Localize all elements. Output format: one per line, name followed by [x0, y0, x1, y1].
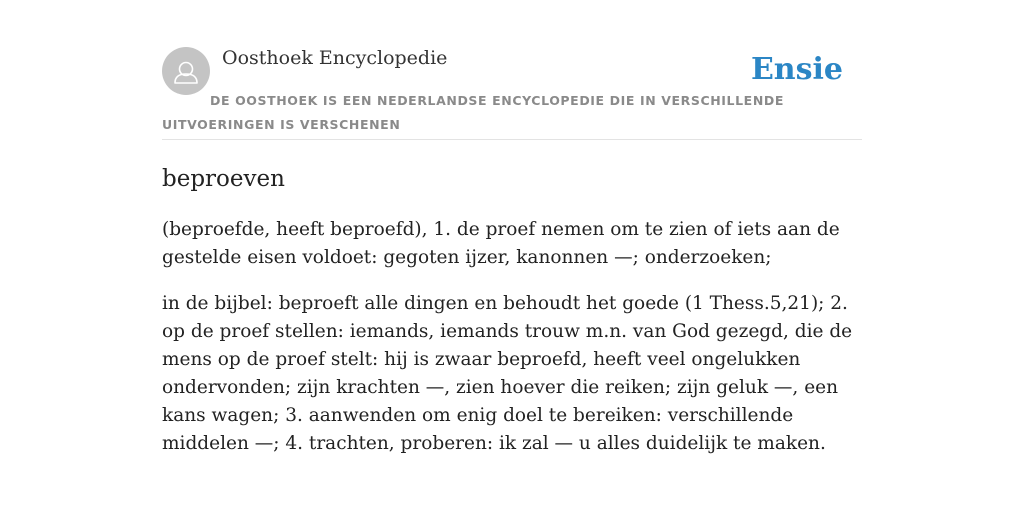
source-header — [162, 40, 862, 140]
entry-paragraph-2: in de bijbel: beproeft alle dingen en behoudt het goede (1 Thess.5,21); 2. op de proef stellen: iemands, iemands trouw m.n. van God gezegd, die de mens op de proef stelt: hij is zwaar beproefd, heeft veel ongelukken ondervonden; zijn krachten —, zien hoever die reiken; zijn geluk —, een kans wagen; 3. aanwenden om enig doel te bereiken: verschillende middelen —; 4. trachten, proberen: ik zal — u alles duidelijk te maken. — [162, 293, 853, 454]
source-title[interactable]: Oosthoek Encyclopedie — [222, 47, 448, 69]
content-container — [162, 40, 862, 458]
entry-headword: beproeven — [162, 166, 285, 192]
entry-paragraph-1: (beproefde, heeft beproefd), 1. de proef nemen om te zien of iets aan de gestelde eisen voldoet: gegoten ijzer, kanonnen —; onderzoeken; — [162, 219, 840, 268]
user-icon — [162, 47, 210, 95]
brand-logo[interactable]: Ensie — [750, 52, 843, 87]
source-description: DE OOSTHOEK IS EEN NEDERLANDSE ENCYCLOPEDIE DIE IN VERSCHILLENDE UITVOERINGEN IS VERSCHENEN — [162, 93, 784, 132]
avatar[interactable] — [162, 47, 210, 95]
